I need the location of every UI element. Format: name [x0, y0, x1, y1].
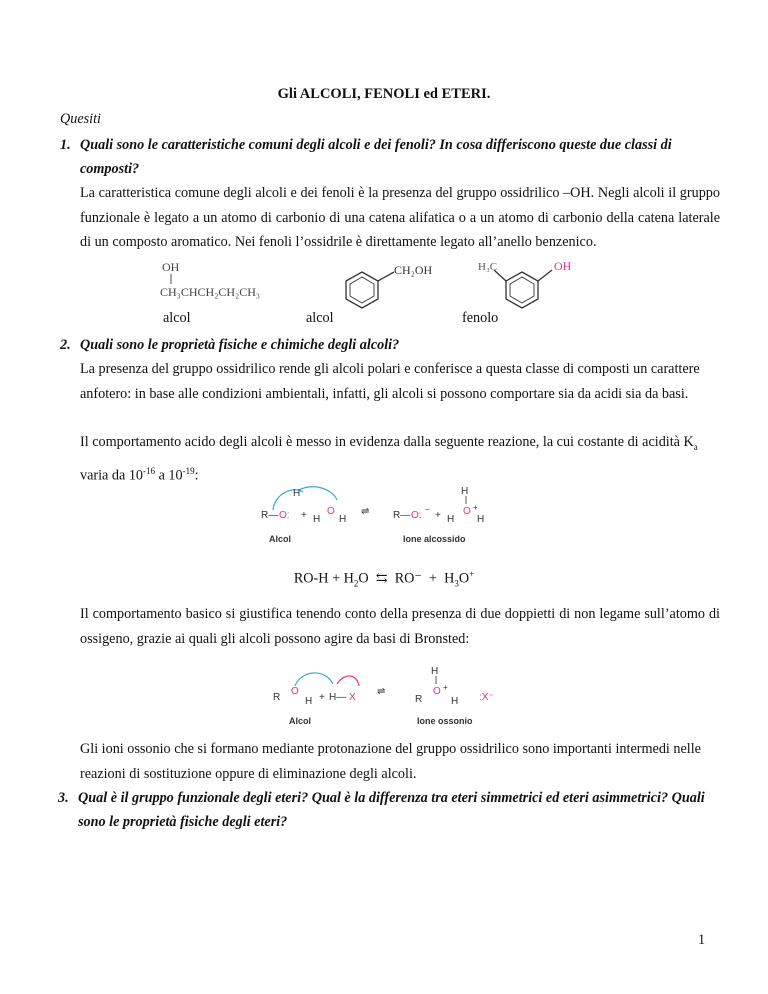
acid-reaction-figure	[255, 484, 525, 550]
svg-text:O:: O:	[279, 510, 290, 521]
svg-text:H: H	[477, 514, 485, 525]
svg-text:X: X	[349, 692, 356, 703]
svg-text:+: +	[301, 510, 307, 521]
question-2	[60, 333, 720, 357]
caption-alcol-2: alcol	[306, 310, 334, 326]
svg-text:O: O	[327, 506, 335, 517]
svg-text:⇌: ⇌	[377, 686, 386, 697]
s3-oh-label: OH	[554, 259, 572, 273]
s3-methyl-label: H₃C	[478, 261, 498, 273]
base-reaction-figure	[265, 664, 545, 730]
structure-benzyl-alcohol	[346, 263, 433, 308]
svg-text:H: H	[305, 696, 313, 707]
caption-alcol-1: alcol	[163, 310, 191, 326]
question-number: 3.	[58, 790, 69, 806]
answer-2-paragraph-3: Il comportamento basico si giustifica tenendo conto della presenza di due doppietti di non legame sull’atomo di ossigeno, grazie ai quali gli alcoli possono agire da basi di Bronsted:	[80, 606, 720, 647]
svg-text:−: −	[425, 505, 430, 514]
structure-pentanol	[160, 260, 260, 299]
s1-chain-label: CH₃CHCH₂CH₂CH₃	[160, 285, 261, 299]
s2-group-label: CH₂OH	[394, 263, 433, 277]
answer-2-paragraph-4: Gli ioni ossonio che si formano mediante protonazione del gruppo ossidrilico sono importanti intermedi nelle reazioni di sostituzione oppure di eliminazione degli alcoli.	[80, 741, 701, 782]
svg-text:H: H	[293, 488, 301, 499]
svg-text:⇌: ⇌	[361, 506, 370, 517]
structures-figure	[150, 258, 600, 318]
svg-text:R—: R—	[261, 510, 279, 521]
question-number: 1.	[60, 137, 71, 153]
question-text: Quali sono le caratteristiche comuni degli alcoli e dei fenoli? In cosa differiscono queste due classi di composti?	[80, 137, 672, 177]
svg-text:R: R	[273, 692, 281, 703]
answer-1: La caratteristica comune degli alcoli e dei fenoli è la presenza del gruppo ossidrilico –OH. Negli alcoli il gruppo funzionale è legato a un atomo di carbonio di una catena alifatica o a un atomo di carbonio della catena laterale di un composto aromatico. Nei fenoli l’ossidrile è direttamente legato all’anello benzenico.	[80, 185, 720, 250]
svg-text:H: H	[451, 696, 459, 707]
svg-text:+: +	[443, 683, 448, 692]
question-number: 2.	[60, 337, 71, 353]
question-3	[58, 786, 718, 834]
svg-text:O: O	[291, 686, 299, 697]
page-number: 1	[698, 932, 706, 948]
svg-text:O: O	[433, 686, 441, 697]
svg-text:R: R	[415, 694, 423, 705]
svg-text:H: H	[431, 666, 439, 677]
svg-text:+: +	[473, 503, 478, 512]
svg-text:H: H	[447, 514, 455, 525]
question-text: Quali sono le proprietà fisiche e chimiche degli alcoli?	[80, 337, 400, 353]
base-right-label: Ione ossonio	[417, 716, 473, 726]
question-1	[60, 133, 720, 181]
caption-fenolo: fenolo	[462, 310, 499, 326]
svg-text:O:: O:	[411, 510, 422, 521]
acid-right-label: Ione alcossido	[403, 534, 466, 544]
svg-text:+: +	[435, 510, 441, 521]
acid-left-label: Alcol	[269, 534, 292, 544]
svg-text:H: H	[339, 514, 347, 525]
answer-2-paragraph-2: Il comportamento acido degli alcoli è messo in evidenza dalla seguente reazione, la cui costante di acidità $K_a$ varia da $10^{-16}$ a $10^{-19}$:	[80, 434, 698, 485]
question-text: Qual è il gruppo funzionale degli eteri? Qual è la differenza tra eteri simmetrici ed eteri asimmetrici? Quali sono le proprietà fisiche degli eteri?	[78, 790, 705, 830]
s1-oh-label: OH	[162, 260, 180, 274]
answer-2-paragraph-1: La presenza del gruppo ossidrilico rende gli alcoli polari e conferisce a questa classe di composti un carattere anfotero: in base alle condizioni ambientali, infatti, gli alcoli si possono comportare sia da acidi sia da basi.	[80, 361, 700, 402]
svg-text:H: H	[313, 514, 321, 525]
svg-text:O: O	[463, 506, 471, 517]
structure-cresol	[478, 259, 572, 308]
section-label: Quesiti	[60, 111, 101, 127]
svg-text:H—: H—	[329, 692, 347, 703]
svg-text:+: +	[319, 692, 325, 703]
svg-text:R—: R—	[393, 510, 411, 521]
anion-label: :X⁻	[479, 692, 494, 703]
svg-text:H: H	[461, 486, 469, 497]
base-left-label: Alcol	[289, 716, 312, 726]
document-title: Gli ALCOLI, FENOLI ed ETERI.	[277, 86, 491, 102]
acid-equation: $RO-H + H_2O$ ⇆ $RO^- + H_3O^+$	[293, 569, 475, 589]
